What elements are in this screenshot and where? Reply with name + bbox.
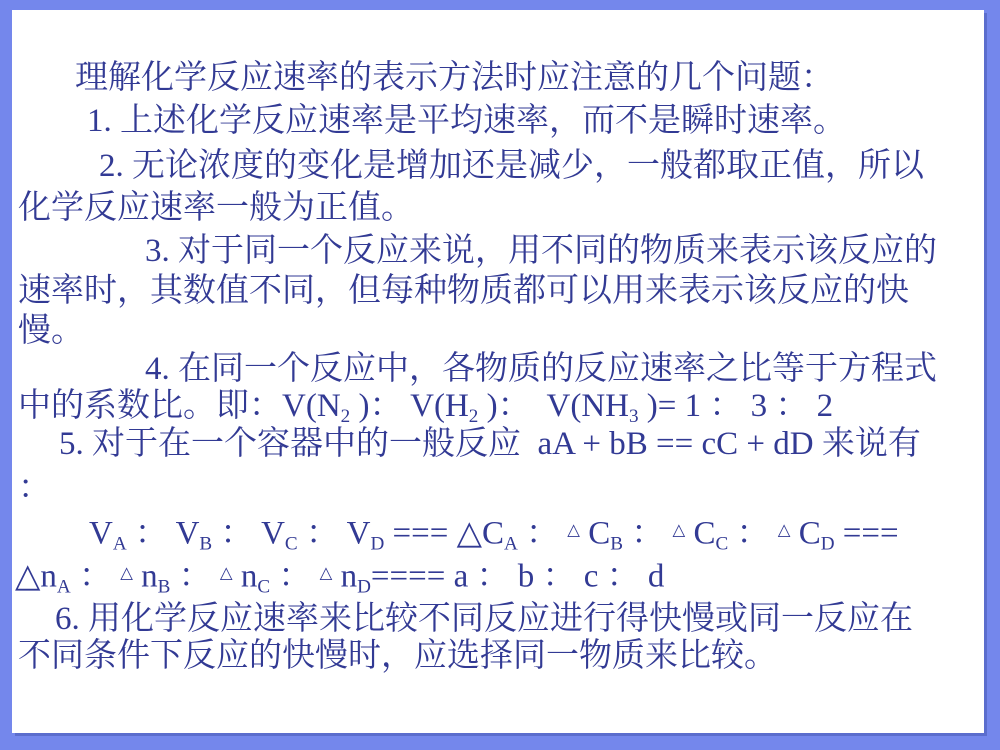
text-segment: === <box>384 515 457 552</box>
text-segment: )： <box>350 388 411 424</box>
text-line-point-1 <box>87 101 846 141</box>
text-segment: ： <box>517 515 568 552</box>
subscript-label: C <box>715 533 729 555</box>
text-segment: 速率时，其数值不同，但每种物质都可以用来表示该反应的快 <box>18 273 909 309</box>
text-line-point-5-1 <box>59 424 921 464</box>
text-segment: 3. 对于同一个反应来说，用不同的物质来表示该反应的 <box>145 233 937 269</box>
text-segment: 慢。 <box>18 313 84 349</box>
text-line-point-2-1 <box>99 146 924 186</box>
slide-canvas <box>12 10 984 733</box>
text-segment: 5. 对于在一个容器中的一般反应 aA + bB == cC + dD 来说有 <box>59 426 921 462</box>
text-segment: ： <box>623 515 673 552</box>
text-segment: 理解化学反应速率的表示方法时应注意的几个问题： <box>75 60 834 96</box>
text-line-intro <box>75 58 834 98</box>
text-segment: ： <box>126 515 176 552</box>
text-line-point-3-3 <box>18 311 84 351</box>
subscript-label: A <box>503 533 518 555</box>
text-segment: === <box>834 515 899 552</box>
text-segment: V(NH <box>546 388 629 424</box>
text-segment: V <box>346 515 371 552</box>
text-segment: )： <box>478 388 547 424</box>
subscript-label: D <box>820 533 835 555</box>
text-line-point-3-2 <box>18 271 909 311</box>
text-line-point-6-1 <box>55 599 913 639</box>
subscript-label: 3 <box>628 406 639 428</box>
text-segment: 4. 在同一个反应中，各物质的反应速率之比等于方程式 <box>145 351 937 387</box>
text-line-point-4-1 <box>145 349 937 389</box>
subscript-label: B <box>157 576 171 598</box>
text-segment: ： <box>70 558 121 595</box>
text-segment: V <box>261 515 285 552</box>
delta-icon: △ <box>120 563 133 582</box>
subscript-label: D <box>357 576 371 598</box>
subscript-label: B <box>610 533 624 555</box>
subscript-label: D <box>370 533 385 555</box>
text-segment: n <box>232 558 258 595</box>
text-segment: ： <box>170 558 220 595</box>
text-segment: 不同条件下反应的快慢时，应选择同一物质来比较。 <box>18 638 777 674</box>
delta-icon: △ <box>777 520 791 539</box>
subscript-label: B <box>199 533 213 555</box>
text-segment: 中的系数比。即： <box>18 388 282 424</box>
text-line-point-6-2 <box>18 636 777 676</box>
text-segment: 2. 无论浓度的变化是增加还是减少，一般都取正值，所以 <box>99 148 924 184</box>
text-segment: 化学反应速率一般为正值。 <box>18 190 414 226</box>
text-segment: ： <box>297 515 347 552</box>
text-segment: n <box>132 558 158 595</box>
text-segment: C <box>790 515 821 552</box>
text-line-point-5-2 <box>18 468 51 508</box>
text-segment: ： <box>270 558 320 595</box>
text-segment: 1. 上述化学反应速率是平均速率，而不是瞬时速率。 <box>87 103 846 139</box>
text-segment: n <box>332 558 358 595</box>
text-segment: 6. 用化学反应速率来比较不同反应进行得快慢或同一反应在 <box>55 601 913 637</box>
text-segment: ： <box>18 470 51 506</box>
text-segment: ： <box>212 515 262 552</box>
text-line-point-2-2 <box>18 188 414 228</box>
delta-icon: △ <box>219 563 233 582</box>
text-segment: )= 1 ： 3 ： 2 <box>638 388 834 424</box>
delta-icon: △ <box>567 520 580 539</box>
delta-icon: △ <box>672 520 686 539</box>
text-segment: V(N <box>282 388 341 424</box>
text-segment: △C <box>456 515 504 552</box>
text-segment: C <box>580 515 611 552</box>
text-segment: △n <box>15 558 57 595</box>
text-segment: V <box>175 515 200 552</box>
subscript-label: 2 <box>468 406 479 428</box>
subscript-label: C <box>284 533 298 555</box>
text-line-point-3-1 <box>145 231 937 271</box>
text-segment: ==== a ： b ： c ： d <box>370 558 665 595</box>
text-segment: ： <box>728 515 778 552</box>
subscript-label: 2 <box>340 406 351 428</box>
text-segment: V(H <box>410 388 469 424</box>
text-segment: V <box>89 515 113 552</box>
subscript-label: A <box>56 576 71 598</box>
text-segment: C <box>685 515 716 552</box>
delta-icon: △ <box>319 563 333 582</box>
subscript-label: A <box>112 533 127 555</box>
subscript-label: C <box>257 576 271 598</box>
